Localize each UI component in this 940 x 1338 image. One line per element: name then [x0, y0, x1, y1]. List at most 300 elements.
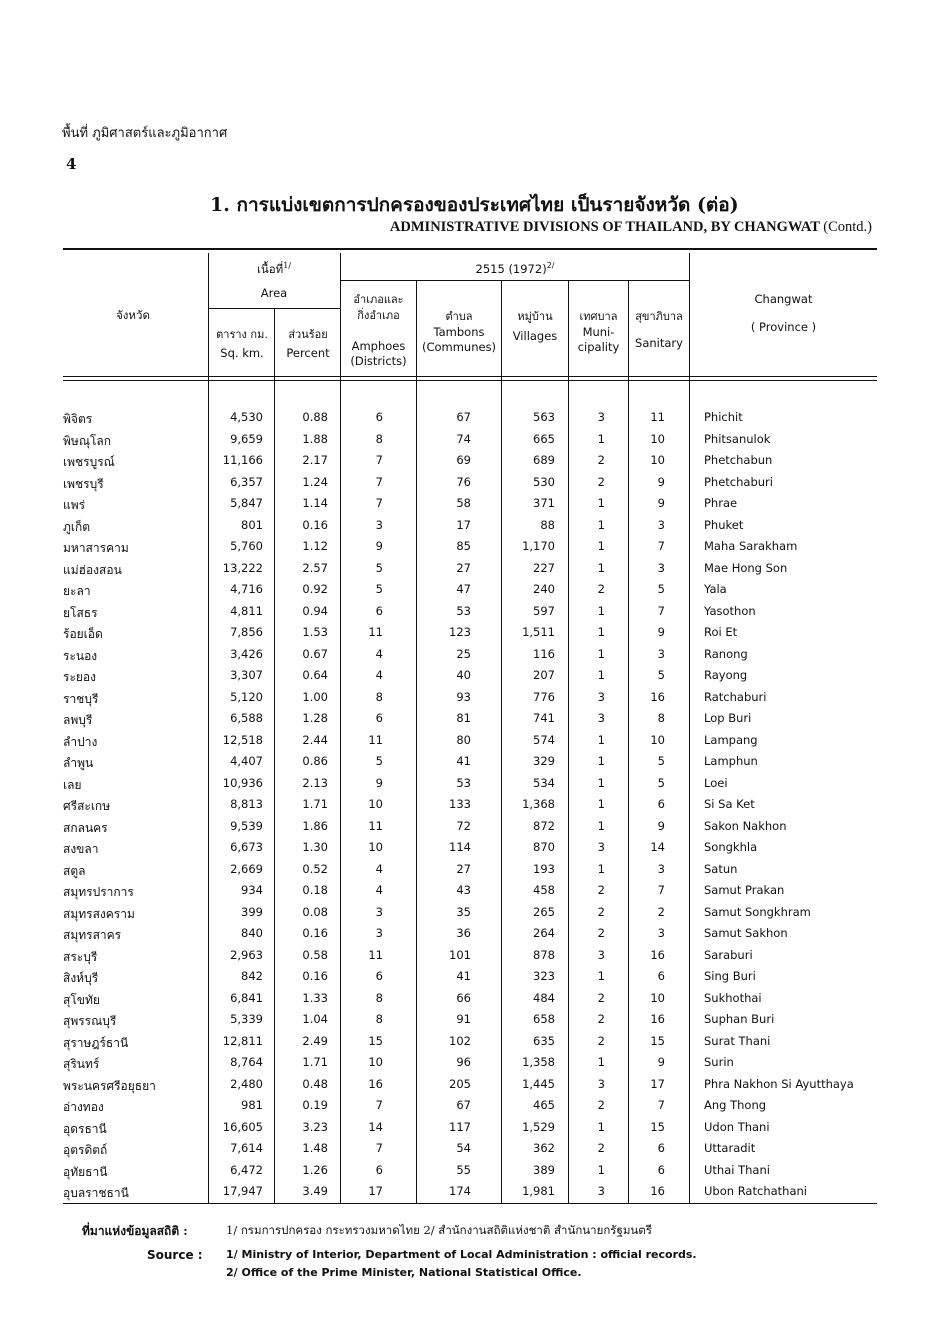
- cell-area-percent: 0.19: [302, 1098, 328, 1112]
- cell-tambons: 114: [449, 840, 471, 854]
- cell-area-sqkm: 17,947: [222, 1184, 263, 1198]
- table-row: [63, 539, 877, 560]
- cell-municipality: 2: [597, 904, 605, 919]
- cell-province-english: Phrae: [704, 496, 738, 510]
- cell-province-thai: สระบุรี: [63, 949, 98, 964]
- cell-amphoes: 14: [368, 1119, 383, 1134]
- cell-tambons: 72: [456, 818, 471, 833]
- title-en-text: ADMINISTRATIVE DIVISIONS OF THAILAND, BY CHANGWAT: [389, 219, 820, 235]
- cell-area-percent: 0.08: [302, 904, 328, 919]
- cell-municipality: 3: [597, 410, 605, 424]
- cell-sanitary: 10: [650, 453, 665, 467]
- cell-area-sqkm: 840: [241, 926, 263, 940]
- cell-province-thai: สมุทรสงคราม: [63, 906, 135, 921]
- cell-amphoes: 5: [375, 560, 383, 575]
- cell-villages: 1,529: [522, 1119, 555, 1134]
- cell-province-thai: อุบลราชธานี: [63, 1186, 129, 1200]
- cell-area-sqkm: 3,426: [230, 646, 263, 661]
- cell-tambons: 67: [456, 410, 471, 424]
- cell-villages: 563: [533, 410, 555, 424]
- cell-villages: 597: [533, 603, 555, 618]
- cell-municipality: 2: [597, 1033, 605, 1048]
- cell-area-percent: 0.18: [302, 883, 328, 897]
- cell-area-sqkm: 4,716: [230, 582, 263, 596]
- cell-municipality: 3: [597, 689, 605, 704]
- cell-province-thai: ร้อยเอ็ด: [63, 627, 103, 641]
- cell-municipality: 3: [597, 1076, 605, 1091]
- cell-province-thai: เพชรบูรณ์: [63, 455, 115, 469]
- cell-province-thai: ระนอง: [63, 648, 98, 663]
- hdr-amphoe-th1: อำเภอและ: [353, 293, 404, 306]
- cell-amphoes: 15: [368, 1033, 383, 1048]
- cell-tambons: 35: [456, 904, 471, 919]
- table-row: [63, 991, 877, 1012]
- table-row: [63, 1012, 877, 1033]
- cell-sanitary: 6: [657, 1141, 665, 1155]
- cell-province-english: Saraburi: [704, 947, 753, 962]
- cell-villages: 534: [533, 775, 555, 790]
- cell-sanitary: 7: [657, 1098, 665, 1112]
- table-row: [63, 604, 877, 625]
- cell-sanitary: 5: [657, 754, 665, 768]
- cell-area-sqkm: 5,120: [230, 689, 263, 704]
- cell-province-thai: สงขลา: [63, 842, 99, 856]
- cell-area-sqkm: 4,530: [230, 410, 263, 424]
- cell-amphoes: 7: [375, 496, 383, 510]
- cell-amphoes: 4: [375, 883, 383, 897]
- cell-province-thai: ระยอง: [63, 670, 96, 684]
- cell-municipality: 3: [597, 947, 605, 962]
- cell-province-thai: ศรีสะเกษ: [63, 799, 111, 813]
- cell-amphoes: 7: [375, 453, 383, 467]
- hdr-province-th: จังหวัด: [116, 308, 150, 322]
- cell-amphoes: 8: [375, 431, 383, 446]
- cell-villages: 265: [533, 904, 555, 919]
- cell-municipality: 2: [597, 582, 605, 596]
- table-row: [63, 625, 877, 646]
- cell-amphoes: 9: [375, 775, 383, 790]
- table-row: [63, 668, 877, 689]
- cell-area-percent: 3.23: [302, 1119, 328, 1134]
- cell-sanitary: 5: [657, 668, 665, 682]
- cell-tambons: 53: [456, 775, 471, 790]
- cell-sanitary: 15: [650, 1033, 665, 1048]
- cell-amphoes: 4: [375, 646, 383, 661]
- cell-municipality: 1: [597, 797, 605, 811]
- cell-province-thai: แพร่: [63, 498, 86, 512]
- hdr-area-en: Area: [260, 286, 288, 300]
- hdr-year: [341, 258, 689, 277]
- cell-villages: 389: [533, 1162, 555, 1177]
- cell-area-percent: 1.12: [302, 539, 328, 553]
- hdr-sqkm-th: ตาราง กม.: [216, 328, 268, 341]
- cell-villages: 193: [533, 861, 555, 876]
- cell-tambons: 117: [449, 1119, 471, 1134]
- table-row: [63, 1141, 877, 1162]
- cell-villages: 484: [533, 990, 555, 1005]
- cell-area-percent: 1.53: [302, 625, 328, 639]
- cell-province-english: Phitsanulok: [704, 431, 771, 446]
- cell-amphoes: 17: [368, 1184, 383, 1198]
- cell-villages: 872: [533, 818, 555, 833]
- cell-municipality: 1: [597, 431, 605, 446]
- cell-area-percent: 1.71: [302, 797, 328, 811]
- cell-tambons: 85: [456, 539, 471, 553]
- cell-province-english: Suphan Buri: [704, 1012, 775, 1026]
- cell-sanitary: 17: [650, 1076, 665, 1091]
- cell-amphoes: 4: [375, 861, 383, 876]
- cell-villages: 362: [533, 1141, 555, 1155]
- cell-area-percent: 1.48: [302, 1141, 328, 1155]
- cell-area-percent: 1.30: [302, 840, 328, 854]
- cell-area-sqkm: 981: [241, 1098, 263, 1112]
- table-row: [63, 969, 877, 990]
- table-row: [63, 1055, 877, 1076]
- cell-area-percent: 1.04: [302, 1012, 328, 1026]
- cell-sanitary: 5: [657, 582, 665, 596]
- cell-sanitary: 16: [650, 947, 665, 962]
- table-row: [63, 582, 877, 603]
- cell-tambons: 205: [449, 1076, 471, 1091]
- cell-tambons: 93: [456, 689, 471, 704]
- cell-area-sqkm: 7,856: [230, 625, 263, 639]
- cell-tambons: 36: [456, 926, 471, 940]
- cell-area-percent: 2.57: [302, 560, 328, 575]
- cell-amphoes: 10: [368, 1055, 383, 1069]
- cell-amphoes: 8: [375, 1012, 383, 1026]
- cell-tambons: 54: [456, 1141, 471, 1155]
- cell-sanitary: 3: [657, 560, 665, 575]
- cell-area-sqkm: 5,847: [230, 496, 263, 510]
- cell-tambons: 76: [456, 474, 471, 489]
- rule-header-bottom: [63, 376, 877, 377]
- title-contd: (Contd.): [823, 219, 872, 235]
- cell-province-english: Maha Sarakham: [704, 539, 798, 553]
- cell-municipality: 2: [597, 1098, 605, 1112]
- cell-municipality: 1: [597, 818, 605, 833]
- cell-municipality: 1: [597, 646, 605, 661]
- hdr-amphoe-th2: กิ่งอำเภอ: [357, 309, 400, 322]
- cell-province-english: Ubon Ratchathani: [704, 1184, 807, 1198]
- cell-area-sqkm: 3,307: [230, 668, 263, 682]
- cell-municipality: 1: [597, 969, 605, 983]
- cell-tambons: 74: [456, 431, 471, 446]
- cell-tambons: 40: [456, 668, 471, 682]
- cell-area-sqkm: 6,673: [230, 840, 263, 854]
- cell-sanitary: 7: [657, 603, 665, 618]
- table-row: [63, 432, 877, 453]
- cell-municipality: 2: [597, 990, 605, 1005]
- cell-province-thai: อุดรธานี: [63, 1121, 107, 1136]
- cell-province-english: Songkhla: [704, 840, 758, 854]
- cell-tambons: 91: [456, 1012, 471, 1026]
- cell-tambons: 69: [456, 453, 471, 467]
- cell-province-thai: สุราษฎร์ธานี: [63, 1035, 129, 1050]
- cell-amphoes: 7: [375, 1141, 383, 1155]
- cell-sanitary: 8: [657, 711, 665, 725]
- cell-tambons: 43: [456, 883, 471, 897]
- cell-sanitary: 16: [650, 1184, 665, 1198]
- cell-province-thai: ราชบุรี: [63, 691, 99, 706]
- cell-province-thai: พระนครศรีอยุธยา: [63, 1078, 156, 1093]
- cell-area-percent: 1.24: [302, 474, 328, 489]
- cell-amphoes: 9: [375, 539, 383, 553]
- cell-area-percent: 0.48: [302, 1076, 328, 1091]
- cell-tambons: 27: [456, 560, 471, 575]
- cell-amphoes: 4: [375, 668, 383, 682]
- hdr-area-note: 1/: [283, 261, 292, 270]
- cell-province-thai: ลพบุรี: [63, 713, 93, 727]
- cell-amphoes: 11: [368, 947, 383, 962]
- cell-area-percent: 0.16: [302, 926, 328, 940]
- cell-area-percent: 2.17: [302, 453, 328, 467]
- cell-tambons: 25: [456, 646, 471, 661]
- cell-amphoes: 8: [375, 689, 383, 704]
- cell-area-percent: 0.16: [302, 969, 328, 983]
- table-row: [63, 453, 877, 474]
- cell-tambons: 67: [456, 1098, 471, 1112]
- cell-amphoes: 8: [375, 990, 383, 1005]
- cell-villages: 689: [533, 453, 555, 467]
- cell-area-sqkm: 4,811: [230, 603, 263, 618]
- cell-villages: 1,981: [522, 1184, 555, 1198]
- cell-amphoes: 10: [368, 840, 383, 854]
- hdr-muni-en1: Muni-: [582, 325, 615, 339]
- cell-sanitary: 14: [650, 840, 665, 854]
- source-line-th: 1/ กรมการปกครอง กระทรวงมหาดไทย 2/ สำนักงานสถิติแห่งชาติ สำนักนายกรัฐมนตรี: [226, 1223, 652, 1237]
- cell-villages: 329: [533, 754, 555, 768]
- running-head: พื้นที่ ภูมิศาสตร์และภูมิอากาศ: [62, 126, 228, 141]
- table-row: [63, 797, 877, 818]
- source-label-th: ที่มาแห่งข้อมูลสถิติ :: [82, 1224, 188, 1238]
- cell-villages: 458: [533, 883, 555, 897]
- cell-province-english: Udon Thani: [704, 1119, 770, 1134]
- cell-municipality: 2: [597, 1012, 605, 1026]
- cell-province-thai: พิษณุโลก: [63, 433, 112, 448]
- cell-area-sqkm: 12,518: [222, 732, 263, 747]
- cell-amphoes: 11: [368, 625, 383, 639]
- cell-tambons: 58: [456, 496, 471, 510]
- cell-area-sqkm: 11,166: [222, 453, 263, 467]
- cell-amphoes: 16: [368, 1076, 383, 1091]
- cell-municipality: 1: [597, 775, 605, 790]
- cell-municipality: 2: [597, 883, 605, 897]
- cell-tambons: 80: [456, 732, 471, 747]
- cell-amphoes: 5: [375, 582, 383, 596]
- cell-area-percent: 2.44: [302, 732, 328, 747]
- hdr-village-th: หมู่บ้าน: [517, 310, 553, 323]
- cell-tambons: 41: [456, 969, 471, 983]
- table-row: [63, 518, 877, 539]
- cell-province-thai: ยะลา: [63, 584, 91, 598]
- cell-villages: 878: [533, 947, 555, 962]
- hdr-percent-th: ส่วนร้อย: [288, 328, 328, 341]
- table-row: [63, 1163, 877, 1184]
- cell-province-english: Uttaradit: [704, 1141, 756, 1155]
- cell-municipality: 1: [597, 539, 605, 553]
- cell-area-sqkm: 12,811: [222, 1033, 263, 1048]
- cell-area-percent: 3.49: [302, 1184, 328, 1198]
- cell-amphoes: 10: [368, 797, 383, 811]
- cell-tambons: 27: [456, 861, 471, 876]
- cell-province-english: Roi Et: [704, 625, 738, 639]
- cell-area-percent: 0.86: [302, 754, 328, 768]
- cell-municipality: 1: [597, 517, 605, 532]
- cell-province-thai: สตูล: [63, 863, 86, 878]
- cell-amphoes: 6: [375, 711, 383, 725]
- cell-area-sqkm: 9,539: [230, 818, 263, 833]
- cell-municipality: 2: [597, 926, 605, 940]
- table-row: [63, 1184, 877, 1205]
- table-row: [63, 733, 877, 754]
- cell-area-sqkm: 10,936: [222, 775, 263, 790]
- cell-sanitary: 11: [650, 410, 665, 424]
- cell-province-english: Phetchabun: [704, 453, 773, 467]
- table-row: [63, 840, 877, 861]
- table-row: [63, 819, 877, 840]
- cell-villages: 1,511: [522, 625, 555, 639]
- cell-amphoes: 7: [375, 1098, 383, 1112]
- cell-province-thai: สุพรรณบุรี: [63, 1014, 117, 1028]
- cell-province-thai: ยโสธร: [63, 605, 98, 620]
- cell-area-percent: 1.00: [302, 689, 328, 704]
- cell-province-thai: พิจิตร: [63, 412, 93, 426]
- cell-amphoes: 3: [375, 904, 383, 919]
- cell-municipality: 1: [597, 1119, 605, 1134]
- cell-amphoes: 5: [375, 754, 383, 768]
- cell-sanitary: 10: [650, 990, 665, 1005]
- cell-sanitary: 9: [657, 474, 665, 489]
- cell-province-english: Samut Sakhon: [704, 926, 788, 940]
- hdr-area-th-text: เนื้อที่: [256, 261, 284, 276]
- cell-area-percent: 0.92: [302, 582, 328, 596]
- table-row: [63, 926, 877, 947]
- cell-province-thai: สุรินทร์: [63, 1057, 100, 1071]
- cell-province-thai: อ่างทอง: [63, 1100, 104, 1114]
- cell-villages: 1,358: [522, 1055, 555, 1069]
- cell-province-english: Rayong: [704, 668, 748, 682]
- hdr-sanitary-th: สุขาภิบาล: [635, 310, 683, 323]
- cell-tambons: 55: [456, 1162, 471, 1177]
- table-row: [63, 862, 877, 883]
- cell-villages: 371: [533, 496, 555, 510]
- cell-tambons: 133: [449, 797, 471, 811]
- cell-villages: 207: [533, 668, 555, 682]
- cell-municipality: 2: [597, 453, 605, 467]
- cell-province-thai: สุโขทัย: [63, 992, 100, 1007]
- divisions-table: [63, 248, 877, 1203]
- cell-municipality: 1: [597, 732, 605, 747]
- cell-villages: 465: [533, 1098, 555, 1112]
- cell-area-percent: 0.94: [302, 603, 328, 618]
- cell-sanitary: 3: [657, 861, 665, 876]
- cell-sanitary: 5: [657, 775, 665, 790]
- cell-province-english: Phichit: [704, 410, 743, 424]
- cell-area-sqkm: 2,963: [230, 947, 263, 962]
- cell-province-english: Phra Nakhon Si Ayutthaya: [704, 1076, 854, 1091]
- cell-province-english: Sukhothai: [704, 990, 762, 1005]
- cell-province-english: Surat Thani: [704, 1033, 771, 1048]
- table-title-english: [390, 219, 872, 236]
- cell-tambons: 66: [456, 990, 471, 1005]
- cell-villages: 665: [533, 431, 555, 446]
- cell-area-sqkm: 7,614: [230, 1141, 263, 1155]
- cell-municipality: 3: [597, 711, 605, 725]
- cell-province-english: Mae Hong Son: [704, 560, 788, 575]
- rule-top: [63, 248, 877, 250]
- cell-area-sqkm: 934: [241, 883, 263, 897]
- cell-amphoes: 7: [375, 474, 383, 489]
- cell-area-sqkm: 5,339: [230, 1012, 263, 1026]
- cell-area-sqkm: 801: [241, 517, 263, 532]
- cell-amphoes: 6: [375, 603, 383, 618]
- cell-area-percent: 1.33: [302, 990, 328, 1005]
- cell-villages: 530: [533, 474, 555, 489]
- cell-villages: 1,445: [522, 1076, 555, 1091]
- cell-villages: 870: [533, 840, 555, 854]
- cell-area-sqkm: 842: [241, 969, 263, 983]
- cell-amphoes: 3: [375, 517, 383, 532]
- source-label-en: Source :: [147, 1248, 203, 1262]
- cell-area-percent: 0.88: [302, 410, 328, 424]
- cell-villages: 776: [533, 689, 555, 704]
- cell-area-percent: 0.64: [302, 668, 328, 682]
- source-line-en1: 1/ Ministry of Interior, Department of Local Administration : official records.: [226, 1248, 697, 1261]
- cell-province-thai: อุทัยธานี: [63, 1164, 108, 1179]
- cell-villages: 741: [533, 711, 555, 725]
- cell-sanitary: 10: [650, 732, 665, 747]
- cell-province-english: Ratchaburi: [704, 689, 767, 704]
- cell-province-thai: สกลนคร: [63, 820, 108, 835]
- cell-area-percent: 1.86: [302, 818, 328, 833]
- cell-province-thai: มหาสารคาม: [63, 541, 129, 555]
- cell-sanitary: 6: [657, 1162, 665, 1177]
- cell-province-thai: เพชรบุรี: [63, 476, 104, 491]
- table-row: [63, 776, 877, 797]
- cell-municipality: 2: [597, 474, 605, 489]
- cell-sanitary: 3: [657, 646, 665, 661]
- cell-area-percent: 2.13: [302, 775, 328, 790]
- hdr-amphoe-en2: (Districts): [350, 354, 407, 368]
- cell-province-english: Uthai Thani: [704, 1162, 770, 1177]
- cell-tambons: 101: [449, 947, 471, 962]
- cell-villages: 635: [533, 1033, 555, 1048]
- cell-province-english: Phetchaburi: [704, 474, 773, 489]
- cell-province-thai: ลำพูน: [63, 756, 94, 770]
- cell-tambons: 41: [456, 754, 471, 768]
- cell-sanitary: 3: [657, 926, 665, 940]
- cell-amphoes: 6: [375, 410, 383, 424]
- cell-area-sqkm: 5,760: [230, 539, 263, 553]
- cell-sanitary: 2: [657, 904, 665, 919]
- cell-province-english: Lop Buri: [704, 711, 752, 725]
- table-title-thai: 1. การแบ่งเขตการปกครองของประเทศไทย เป็นรายจังหวัด (ต่อ): [210, 194, 739, 216]
- cell-province-thai: ลำปาง: [63, 734, 98, 749]
- cell-area-percent: 1.14: [302, 496, 328, 510]
- cell-area-percent: 2.49: [302, 1033, 328, 1048]
- cell-area-percent: 0.52: [302, 861, 328, 876]
- table-row: [63, 475, 877, 496]
- cell-province-english: Phuket: [704, 517, 744, 532]
- cell-tambons: 96: [456, 1055, 471, 1069]
- cell-area-percent: 1.28: [302, 711, 328, 725]
- hdr-year-note: 2/: [546, 261, 555, 270]
- cell-amphoes: 3: [375, 926, 383, 940]
- cell-municipality: 3: [597, 1184, 605, 1198]
- cell-area-sqkm: 13,222: [222, 560, 263, 575]
- cell-villages: 88: [540, 517, 555, 532]
- table-row: [63, 1120, 877, 1141]
